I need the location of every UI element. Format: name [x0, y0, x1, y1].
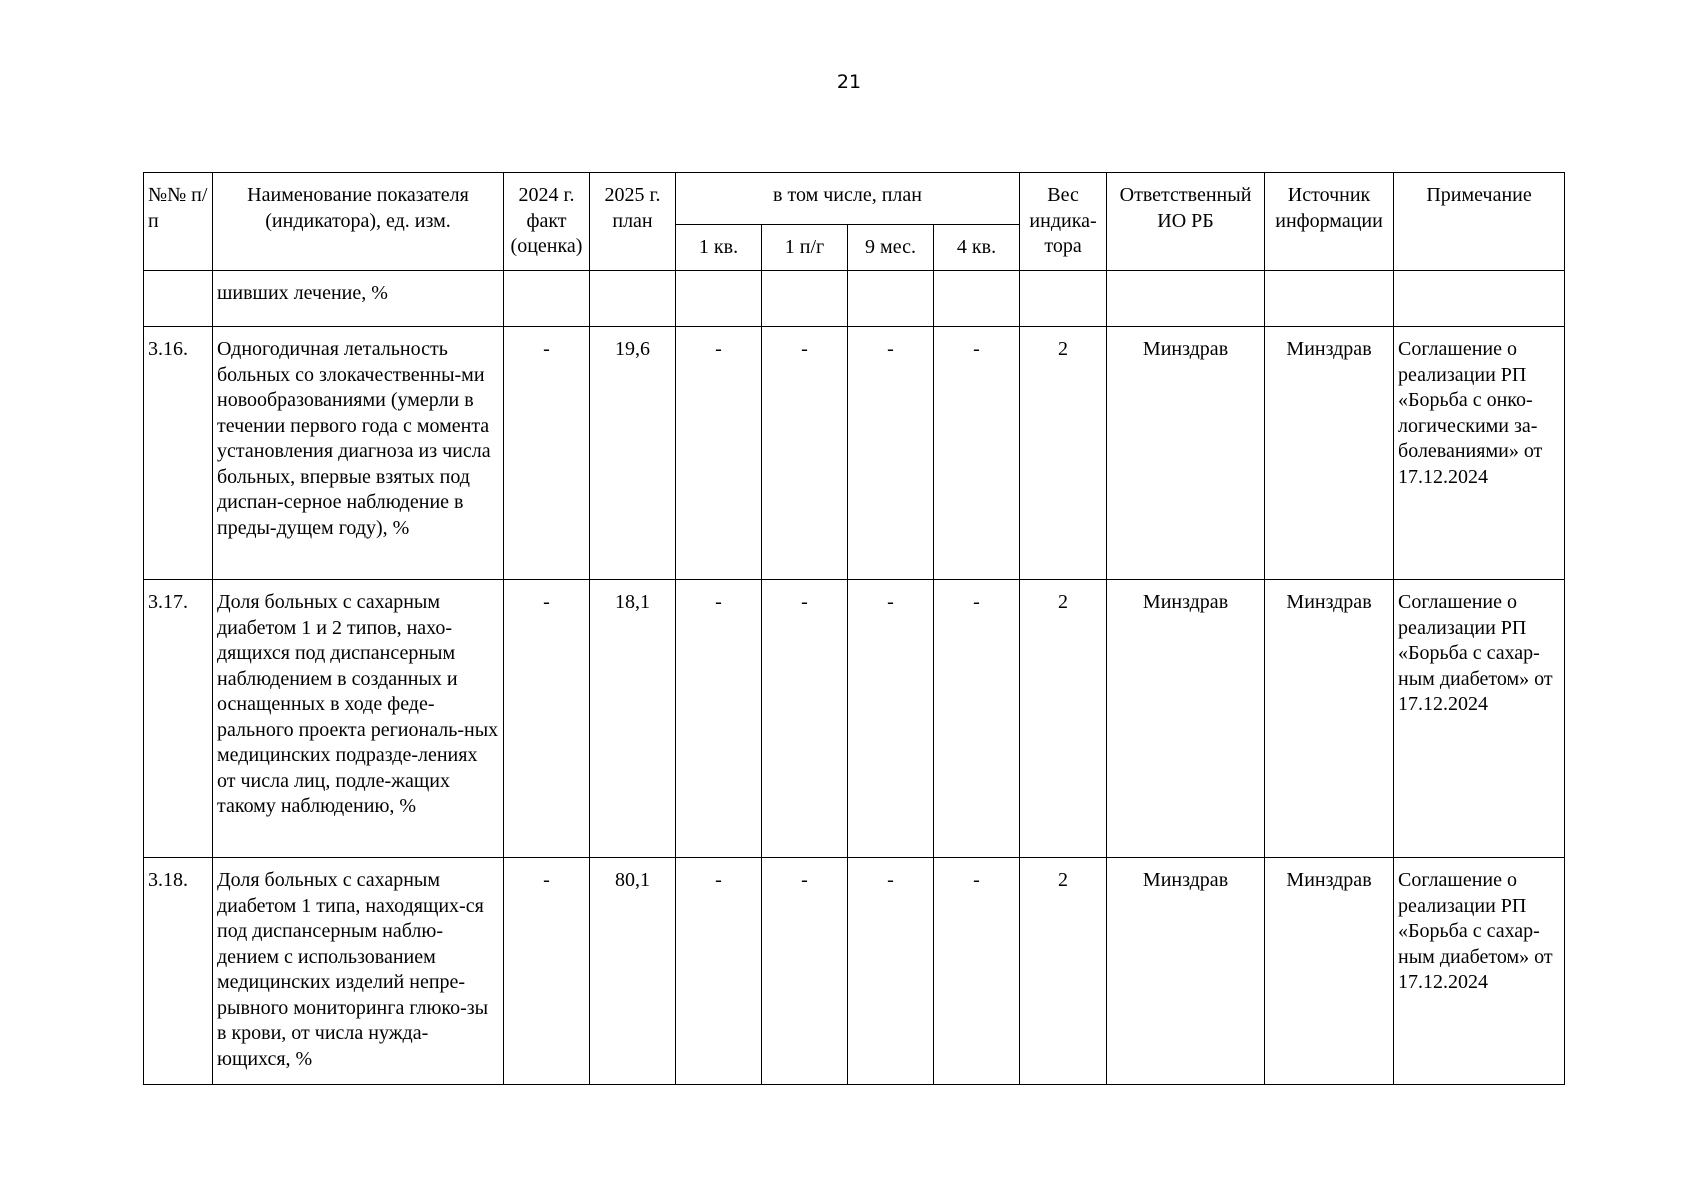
row-num [144, 271, 213, 327]
row-weight [1020, 271, 1107, 327]
row-q4: - [934, 327, 1020, 580]
row-note: Соглашение о реализации РП «Борьба с сахар-ным диабетом» от 17.12.2024 [1394, 858, 1565, 1085]
row-q4 [934, 271, 1020, 327]
row-q1 [676, 271, 762, 327]
row-note: Соглашение о реализации РП «Борьба с онко-логическими за-болеваниями» от 17.12.2024 [1394, 327, 1565, 580]
table-row [144, 327, 1565, 580]
row-9m: - [848, 858, 934, 1085]
row-name: шивших лечение, % [213, 271, 504, 327]
header-fact-2024: 2024 г. факт (оценка) [504, 173, 590, 271]
row-source: Минздрав [1265, 327, 1394, 580]
row-plan-2025 [590, 271, 676, 327]
row-h1 [762, 271, 848, 327]
row-plan-2025: 18,1 [590, 580, 676, 858]
header-q4: 4 кв. [934, 225, 1020, 271]
row-name: Доля больных с сахарным диабетом 1 и 2 типов, нахо-дящихся под диспансерным наблюдением в созданных и оснащенных в ходе феде-рального проекта региональ-ных медицинских подразде-лениях от числа лиц, подле-жащих такому наблюдению, % [213, 580, 504, 858]
header-h1: 1 п/г [762, 225, 848, 271]
row-fact-2024 [504, 271, 590, 327]
row-fact-2024: - [504, 327, 590, 580]
row-9m: - [848, 327, 934, 580]
row-name: Доля больных с сахарным диабетом 1 типа, находящих-ся под диспансерным наблю-дением с использованием медицинских изделий непре-рывного мониторинга глюко-зы в крови, от числа нужда-ющихся, % [213, 858, 504, 1085]
row-weight: 2 [1020, 580, 1107, 858]
row-q1: - [676, 858, 762, 1085]
row-num: 3.16. [144, 327, 213, 580]
header-row-top [144, 173, 1565, 225]
table-row [144, 580, 1565, 858]
header-responsible: Ответственный ИО РБ [1107, 173, 1265, 271]
row-responsible: Минздрав [1107, 580, 1265, 858]
row-9m: - [848, 580, 934, 858]
row-name: Одногодичная летальность больных со злокачественны-ми новообразованиями (умерли в течении первого года с момента установления диагноза из числа больных, впервые взятых под диспан-серное наблюдение в преды-дущем году), % [213, 327, 504, 580]
row-responsible: Минздрав [1107, 327, 1265, 580]
indicators-table [143, 172, 1565, 1085]
page-number: 21 [836, 71, 862, 93]
row-source: Минздрав [1265, 858, 1394, 1085]
row-responsible: Минздрав [1107, 858, 1265, 1085]
row-h1: - [762, 327, 848, 580]
header-q1: 1 кв. [676, 225, 762, 271]
row-note [1394, 271, 1565, 327]
header-note: Примечание [1394, 173, 1565, 271]
row-9m [848, 271, 934, 327]
row-h1: - [762, 580, 848, 858]
row-fact-2024: - [504, 580, 590, 858]
row-num: 3.18. [144, 858, 213, 1085]
table-row [144, 271, 1565, 327]
table-row [144, 858, 1565, 1085]
header-weight: Вес индика-тора [1020, 173, 1107, 271]
header-num: №№ п/п [144, 173, 213, 271]
row-num: 3.17. [144, 580, 213, 858]
row-weight: 2 [1020, 327, 1107, 580]
header-name: Наименование показателя (индикатора), ед. изм. [213, 173, 504, 271]
header-9m: 9 мес. [848, 225, 934, 271]
row-q4: - [934, 580, 1020, 858]
header-plan-2025: 2025 г. план [590, 173, 676, 271]
header-source: Источник информации [1265, 173, 1394, 271]
row-q1: - [676, 327, 762, 580]
row-q4: - [934, 858, 1020, 1085]
row-weight: 2 [1020, 858, 1107, 1085]
row-source [1265, 271, 1394, 327]
row-note: Соглашение о реализации РП «Борьба с сахар-ным диабетом» от 17.12.2024 [1394, 580, 1565, 858]
row-q1: - [676, 580, 762, 858]
row-plan-2025: 19,6 [590, 327, 676, 580]
row-plan-2025: 80,1 [590, 858, 676, 1085]
row-h1: - [762, 858, 848, 1085]
row-responsible [1107, 271, 1265, 327]
row-source: Минздрав [1265, 580, 1394, 858]
header-including-plan: в том числе, план [676, 173, 1020, 225]
row-fact-2024: - [504, 858, 590, 1085]
